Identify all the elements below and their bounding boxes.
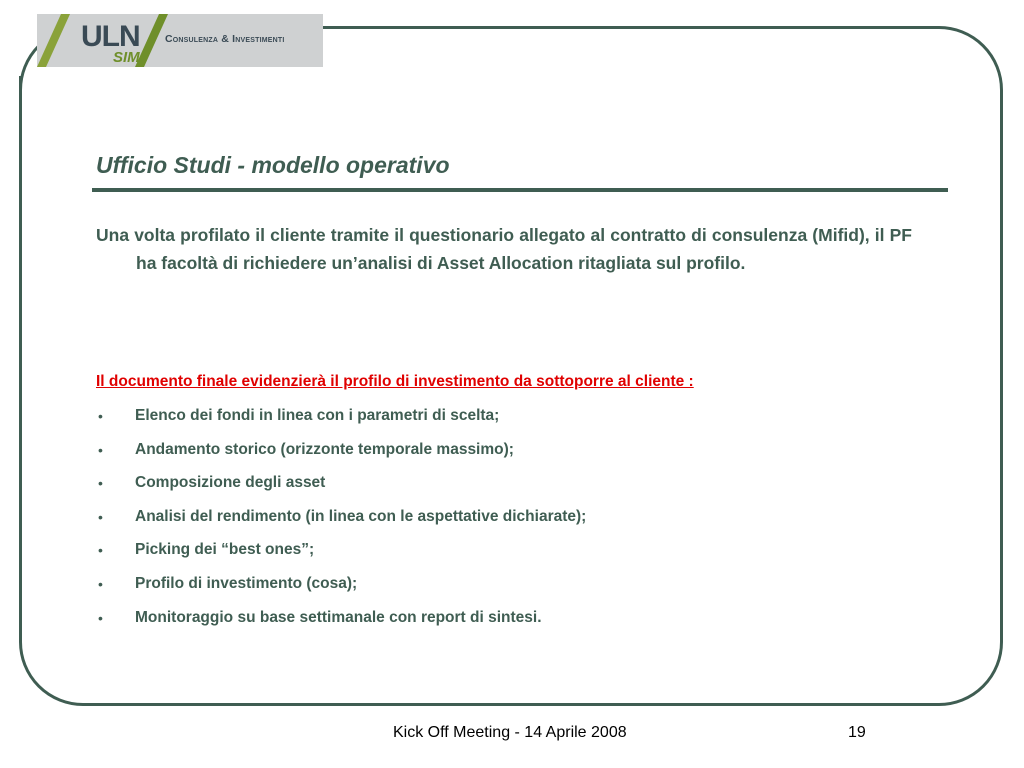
company-logo — [37, 14, 323, 67]
intro-paragraph: Una volta profilato il cliente tramite il questionario allegato al contratto di consulenza (Mifid), il PF ha facoltà di richiedere un’analisi di Asset Allocation ritagliata sul profilo. — [96, 225, 912, 273]
bullet-marker: • — [98, 542, 103, 559]
footer-text: Kick Off Meeting - 14 Aprile 2008 — [393, 724, 627, 741]
highlight-heading: Il documento finale evidenzierà il profilo di investimento da sottoporre al cliente : — [96, 373, 694, 390]
page-number: 19 — [848, 724, 866, 741]
logo-tagline: Consulenza & Investimenti — [165, 33, 285, 45]
bullet-marker: • — [98, 609, 103, 626]
list-item-text: Analisi del rendimento (in linea con le aspettative dichiarate); — [135, 507, 587, 525]
frame-decoration — [19, 76, 22, 94]
bullet-marker: • — [98, 441, 103, 458]
bullet-marker: • — [98, 408, 103, 424]
list-item-text: Monitoraggio su base settimanale con report di sintesi. — [135, 608, 542, 626]
list-item-text: Composizione degli asset — [135, 474, 326, 492]
slide-title: Ufficio Studi - modello operativo — [96, 152, 450, 178]
logo-sub: SIM — [113, 49, 140, 66]
list-item-text: Picking dei “best ones”; — [135, 541, 315, 559]
list-item-text: Profilo di investimento (cosa); — [135, 574, 358, 592]
bullet-marker: • — [98, 475, 103, 492]
bullet-marker: • — [98, 508, 103, 525]
title-underline — [92, 188, 948, 192]
logo-brand: ULN — [81, 20, 140, 53]
list-item-text: Andamento storico (orizzonte temporale massimo); — [135, 440, 514, 458]
list-item-text: Elenco dei fondi in linea con i parametri di scelta; — [135, 407, 500, 424]
bullet-marker: • — [98, 575, 103, 592]
slide-frame — [19, 26, 1003, 706]
